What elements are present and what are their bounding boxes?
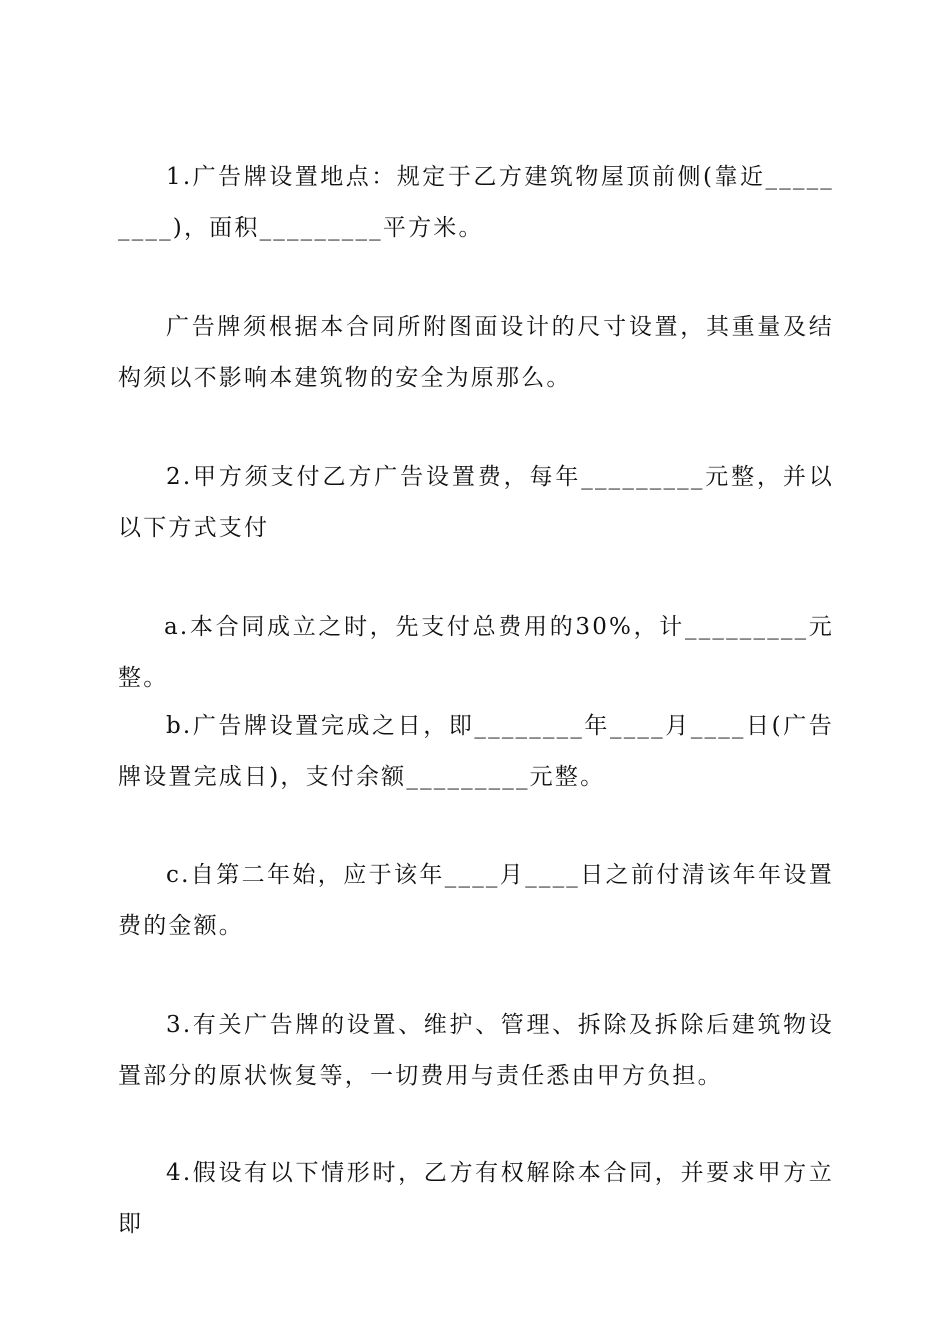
clause-1-size-requirement: 广告牌须根据本合同所附图面设计的尺寸设置，其重量及结构须以不影响本建筑物的安全为原那么。 xyxy=(118,314,834,391)
clause-3-costs-responsibility: 3.有关广告牌的设置、维护、管理、拆除及拆除后建筑物设置部分的原状恢复等，一切费用与责任悉由甲方负担。 xyxy=(118,1012,834,1089)
clause-1-location: 1.广告牌设置地点：规定于乙方建筑物屋顶前侧(靠近_________)，面积_________平方米。 xyxy=(118,164,834,241)
clause-2-fee: 2.甲方须支付乙方广告设置费，每年_________元整，并以以下方式支付 xyxy=(118,464,834,541)
clause-4-termination: 4.假设有以下情形时，乙方有权解除本合同，并要求甲方立即 xyxy=(118,1160,834,1237)
clause-2b-balance-payment: b.广告牌设置完成之日，即________年____月____日(广告牌设置完成日)，支付余额_________元整。 xyxy=(118,713,834,790)
clause-2a-initial-payment: a.本合同成立之时，先支付总费用的30%，计_________元整。 xyxy=(118,614,834,691)
clause-2c-annual-payment: c.自第二年始，应于该年____月____日之前付清该年年设置费的金额。 xyxy=(118,862,834,939)
